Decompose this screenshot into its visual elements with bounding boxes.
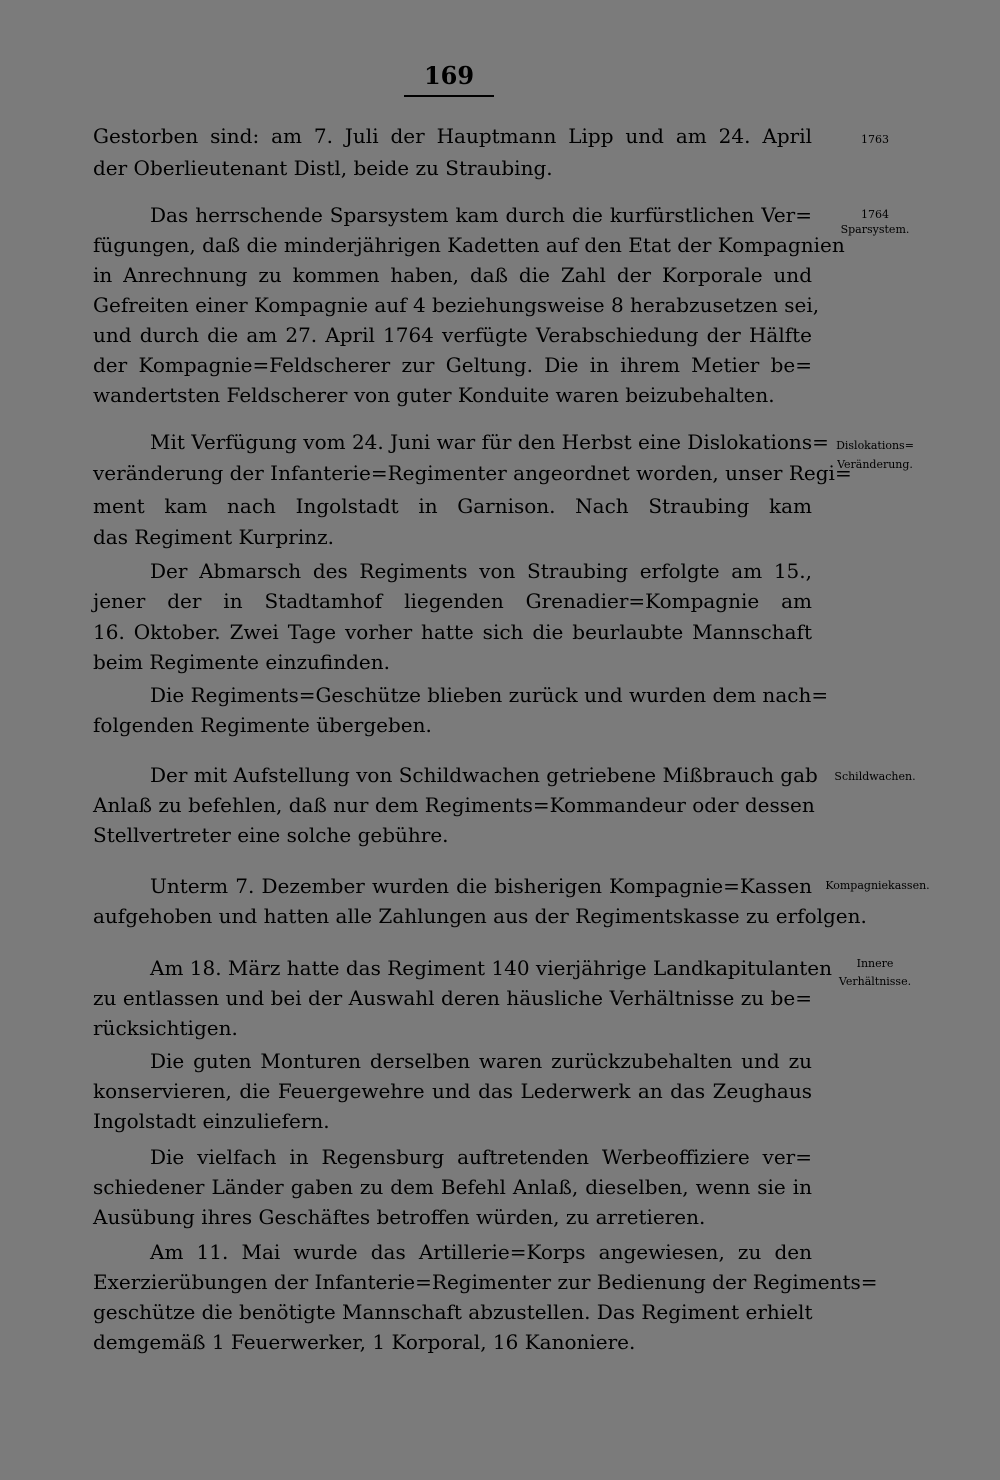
text-line: der Kompagnie=Feldscherer zur Geltung. Die in ihrem Metier be= [93,353,812,377]
text-line: das Regiment Kurprinz. [93,525,334,549]
text-line: Ingolstadt einzuliefern. [93,1109,330,1133]
text-line: in Anrechnung zu kommen haben, daß die Zahl der Korporale und [93,263,812,287]
margin-note: Innere [856,957,894,970]
margin-note: Veränderung. [837,458,913,471]
text-line: ment kam nach Ingolstadt in Garnison. Nach Straubing kam [93,494,812,518]
margin-note: Dislokations= [836,439,914,452]
page-number-rule [404,95,494,97]
text-line: Der mit Aufstellung von Schildwachen getriebene Mißbrauch gab [150,763,818,787]
text-line: Am 11. Mai wurde das Artillerie=Korps angewiesen, zu den [150,1240,812,1264]
text-line: konservieren, die Feuergewehre und das Lederwerk an das Zeughaus [93,1079,812,1103]
text-line: Gestorben sind: am 7. Juli der Hauptmann Lipp und am 24. April [93,124,812,148]
text-line: zu entlassen und bei der Auswahl deren häusliche Verhältnisse zu be= [93,986,812,1010]
text-line: Ausübung ihres Geschäftes betroffen würden, zu arretieren. [93,1205,706,1229]
margin-note: Sparsystem. [840,223,910,236]
text-line: beim Regimente einzufinden. [93,650,390,674]
text-line: der Oberlieutenant Distl, beide zu Straubing. [93,156,553,180]
text-line: 16. Oktober. Zwei Tage vorher hatte sich die beurlaubte Mannschaft [93,620,812,644]
text-line: veränderung der Infanterie=Regimenter angeordnet worden, unser Regi= [93,461,852,485]
text-line: Exerzierübungen der Infanterie=Regimenter zur Bedienung der Regiments= [93,1270,878,1294]
text-line: Das herrschende Sparsystem kam durch die kurfürstlichen Ver= [150,203,812,227]
text-line: geschütze die benötigte Mannschaft abzustellen. Das Regiment erhielt [93,1300,813,1324]
text-line: folgenden Regimente übergeben. [93,713,432,737]
text-line: demgemäß 1 Feuerwerker, 1 Korporal, 16 Kanoniere. [93,1330,636,1354]
text-line: Der Abmarsch des Regiments von Straubing erfolgte am 15., [150,559,812,583]
page-number: 169 [423,61,475,90]
margin-note-year: 1764 [861,208,889,221]
margin-note: Kompagniekassen. [825,879,930,892]
margin-note-year: 1763 [861,133,889,146]
text-line: Unterm 7. Dezember wurden die bisherigen Kompagnie=Kassen [150,874,812,898]
text-line: und durch die am 27. April 1764 verfügte Verabschiedung der Hälfte [93,323,812,347]
text-line: Gefreiten einer Kompagnie auf 4 beziehungsweise 8 herabzusetzen sei, [93,293,820,317]
text-line: Die vielfach in Regensburg auftretenden Werbeoffiziere ver= [150,1145,812,1169]
margin-note: Verhältnisse. [838,975,912,988]
text-line: wandertsten Feldscherer von guter Konduite waren beizubehalten. [93,383,775,407]
text-line: Stellvertreter eine solche gebühre. [93,823,449,847]
text-line: Mit Verfügung vom 24. Juni war für den Herbst eine Dislokations= [150,430,829,454]
text-line: Am 18. März hatte das Regiment 140 vierjährige Landkapitulanten [150,956,832,980]
text-line: schiedener Länder gaben zu dem Befehl Anlaß, dieselben, wenn sie in [93,1175,812,1199]
text-line: Die Regiments=Geschütze blieben zurück und wurden dem nach= [150,683,829,707]
text-line: Die guten Monturen derselben waren zurückzubehalten und zu [150,1049,812,1073]
text-line: Anlaß zu befehlen, daß nur dem Regiments=Kommandeur oder dessen [93,793,815,817]
margin-note: Schildwachen. [834,770,916,783]
text-line: jener der in Stadtamhof liegenden Grenadier=Kompagnie am [93,589,812,613]
text-line: rücksichtigen. [93,1016,238,1040]
text-line: fügungen, daß die minderjährigen Kadetten auf den Etat der Kompagnien [93,233,845,257]
text-line: aufgehoben und hatten alle Zahlungen aus der Regimentskasse zu erfolgen. [93,904,867,928]
